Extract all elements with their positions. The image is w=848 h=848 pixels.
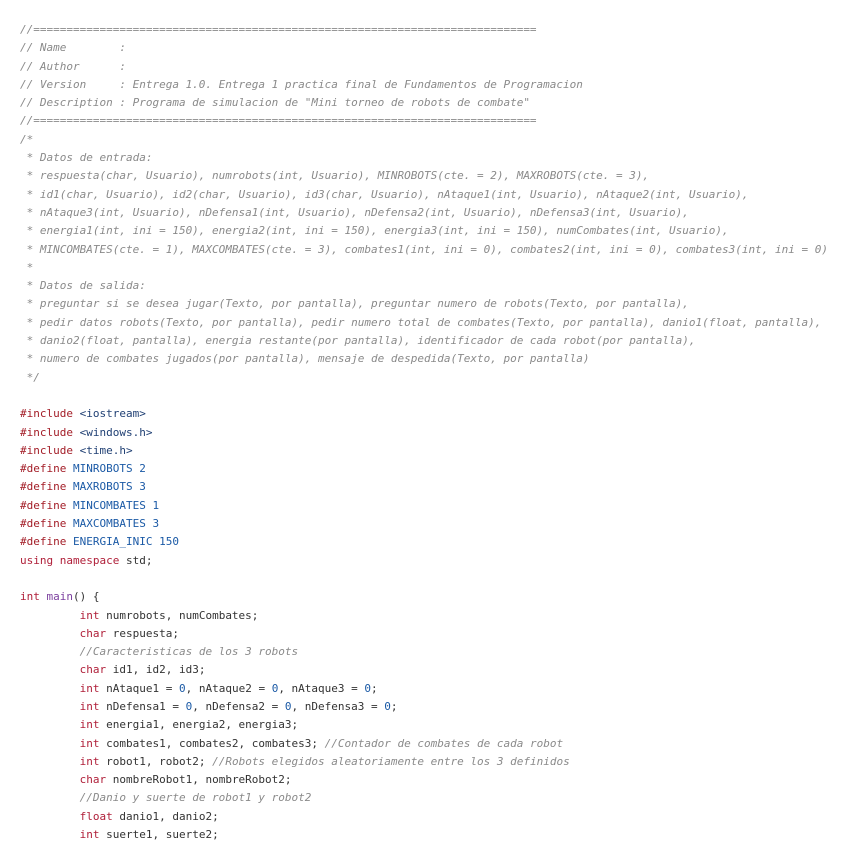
code-token-comment: * preguntar si se desea jugar(Texto, por pantalla), preguntar numero de robots(Texto, por pantalla), (20, 297, 689, 311)
code-line (20, 789, 848, 807)
code-token-number: 0 (284, 699, 292, 713)
code-token-plain: suerte1, suerte2; (99, 828, 219, 842)
code-token-comment: //Caracteristicas de los 3 robots (79, 645, 299, 659)
code-token-plain: combates1, combates2, combates3; (99, 736, 325, 750)
code-line (20, 21, 848, 39)
code-token-plain: energia1, energia2, energia3; (99, 718, 299, 732)
code-token-keyword: int (79, 718, 100, 732)
code-token-number: 0 (384, 699, 391, 713)
code-token-comment: //Contador de combates de cada robot (324, 736, 564, 750)
code-line (20, 405, 848, 423)
code-token-comment: * MINCOMBATES(cte. = 1), MAXCOMBATES(cte. = 3), combates1(int, ini = 0), combates2(int, ini = 0), combates3(int, ini = 0) (20, 242, 828, 256)
code-line (20, 570, 848, 588)
code-line (20, 332, 848, 350)
code-token-directive-arg: <time.h> (79, 443, 133, 457)
code-token-comment: // Version : Entrega 1.0. Entrega 1 practica final de Fundamentos de Programacion (20, 77, 583, 91)
code-token-keyword: int (20, 590, 40, 604)
code-token-plain: , nAtaque3 = (278, 681, 365, 695)
code-token-plain: danio1, danio2; (112, 809, 219, 823)
code-token-plain: ; (371, 681, 378, 695)
code-token-plain: id1, id2, id3; (106, 663, 206, 677)
code-token-plain (66, 517, 73, 530)
code-line (20, 661, 848, 679)
code-token-number: 0 (178, 681, 186, 695)
code-token-plain: numrobots, numCombates; (99, 608, 259, 622)
code-token-comment: // Description : Programa de simulacion de "Mini torneo de robots de combate" (20, 96, 530, 110)
code-token-number: 0 (185, 699, 193, 713)
code-token-plain: , nAtaque2 = (185, 681, 272, 695)
code-token-comment: //============================================================================ (20, 23, 537, 36)
code-token-plain (73, 444, 80, 457)
code-token-plain: std; (119, 553, 153, 567)
code-token-plain (20, 755, 80, 768)
code-token-macro: MINCOMBATES 1 (72, 498, 160, 512)
code-token-directive-arg: <windows.h> (79, 425, 153, 439)
code-token-plain (20, 791, 80, 804)
code-line (20, 369, 848, 387)
code-token-comment: //Danio y suerte de robot1 y robot2 (79, 791, 312, 805)
code-line (20, 497, 848, 515)
code-line (20, 186, 848, 204)
code-token-plain (73, 407, 80, 420)
code-token-macro: ENERGIA_INIC 150 (72, 535, 179, 549)
code-token-comment: * pedir datos robots(Texto, por pantalla), pedir numero total de combates(Texto, por pantalla), danio1(float, pantalla), (20, 315, 822, 329)
code-token-plain (20, 718, 80, 731)
code-token-plain: robot1, robot2; (99, 754, 213, 768)
code-line (20, 76, 848, 94)
code-token-comment: * Datos de salida: (20, 279, 146, 293)
code-line (20, 552, 848, 570)
code-line (20, 607, 848, 625)
code-token-comment: * (20, 260, 34, 274)
code-token-keyword: char (79, 663, 107, 677)
code-token-plain: , nDefensa2 = (192, 699, 285, 713)
code-token-plain (66, 535, 73, 548)
code-token-plain (66, 499, 73, 512)
code-token-keyword: using namespace (20, 553, 120, 567)
code-line (20, 442, 848, 460)
code-line (20, 588, 848, 606)
code-line (20, 753, 848, 771)
code-token-comment: // Author : (20, 59, 126, 73)
code-token-comment: * nAtaque3(int, Usuario), nDefensa1(int, Usuario), nDefensa2(int, Usuario), nDefensa3(int, Usuario), (20, 205, 689, 219)
code-line (20, 716, 848, 734)
code-token-number: 0 (271, 681, 279, 695)
code-token-plain (20, 682, 80, 695)
code-token-plain (66, 462, 73, 475)
code-token-keyword: int (79, 754, 100, 768)
code-line (20, 149, 848, 167)
code-line (20, 698, 848, 716)
code-token-directive: #define (20, 535, 67, 549)
code-line (20, 643, 848, 661)
code-editor[interactable] (20, 21, 848, 844)
code-token-plain: ; (390, 699, 398, 713)
code-token-keyword: int (79, 699, 100, 713)
code-token-comment: // Name : (20, 41, 126, 55)
code-token-directive-arg: <iostream> (79, 407, 146, 421)
code-line (20, 167, 848, 185)
code-line (20, 680, 848, 698)
code-token-plain (20, 737, 80, 750)
code-line (20, 387, 848, 405)
code-token-plain: nDefensa1 = (99, 699, 186, 713)
code-line (20, 241, 848, 259)
code-token-plain (40, 590, 47, 603)
code-line (20, 478, 848, 496)
code-token-plain (20, 663, 80, 676)
code-token-directive: #include (20, 443, 73, 457)
code-token-comment: * respuesta(char, Usuario), numrobots(int, Usuario), MINROBOTS(cte. = 2), MAXROBOTS(cte. = 3), (20, 169, 650, 183)
code-token-directive: #include (20, 407, 73, 421)
code-token-directive: #define (20, 498, 67, 512)
code-line (20, 131, 848, 149)
code-token-plain (73, 426, 80, 439)
code-token-comment: * id1(char, Usuario), id2(char, Usuario), id3(char, Usuario), nAtaque1(int, Usuario), nAtaque2(int, Usuario), (20, 187, 749, 201)
code-token-comment: //============================================================================ (20, 114, 537, 128)
code-line (20, 94, 848, 112)
code-token-keyword: int (79, 681, 100, 695)
code-line (20, 625, 848, 643)
code-line (20, 277, 848, 295)
code-token-plain (20, 627, 80, 640)
code-token-directive: #define (20, 517, 67, 531)
code-line (20, 460, 848, 478)
code-token-comment: * energia1(int, ini = 150), energia2(int, ini = 150), energia3(int, ini = 150), numCombates(int, Usuario), (20, 224, 729, 238)
code-line (20, 808, 848, 826)
code-token-plain (20, 645, 80, 658)
code-line (20, 735, 848, 753)
code-token-number: 0 (364, 681, 372, 695)
code-token-plain: nAtaque1 = (99, 681, 179, 695)
code-line (20, 533, 848, 551)
code-line (20, 39, 848, 57)
code-token-plain: , nDefensa3 = (291, 699, 385, 713)
code-token-comment: * danio2(float, pantalla), energia restante(por pantalla), identificador de cada robot(por pantalla), (20, 334, 696, 348)
code-token-comment: //Robots elegidos aleatoriamente entre los 3 definidos (212, 754, 570, 768)
code-token-comment: /* (20, 132, 34, 146)
code-token-keyword: int (79, 608, 100, 622)
code-line (20, 295, 848, 313)
code-line (20, 314, 848, 332)
code-line (20, 771, 848, 789)
code-token-plain (20, 700, 80, 713)
code-token-directive: #include (20, 425, 73, 439)
code-line (20, 424, 848, 442)
code-token-plain: () { (73, 590, 100, 604)
code-token-keyword: int (79, 736, 100, 750)
code-line (20, 350, 848, 368)
code-token-keyword: char (79, 773, 107, 787)
code-token-func: main (46, 590, 73, 604)
code-token-plain: nombreRobot1, nombreRobot2; (106, 773, 292, 787)
code-token-keyword: int (79, 828, 100, 842)
code-line (20, 259, 848, 277)
code-token-directive: #define (20, 480, 67, 494)
code-token-keyword: char (79, 626, 107, 640)
code-token-plain (20, 810, 80, 823)
code-token-comment: * Datos de entrada: (20, 151, 153, 165)
code-line (20, 826, 848, 844)
code-token-plain (20, 828, 80, 841)
code-token-plain (66, 480, 73, 493)
code-token-macro: MAXROBOTS 3 (72, 480, 146, 494)
code-token-plain: respuesta; (106, 626, 179, 640)
code-line (20, 58, 848, 76)
code-token-keyword: float (79, 809, 113, 823)
code-line (20, 204, 848, 222)
code-token-comment: * numero de combates jugados(por pantalla), mensaje de despedida(Texto, por pantalla) (20, 352, 590, 366)
code-token-plain (20, 773, 80, 786)
code-token-macro: MINROBOTS 2 (72, 462, 146, 476)
code-line (20, 222, 848, 240)
code-token-plain (20, 609, 80, 622)
code-line (20, 515, 848, 533)
code-token-directive: #define (20, 462, 67, 476)
code-token-comment: */ (20, 370, 40, 384)
code-token-macro: MAXCOMBATES 3 (72, 517, 160, 531)
code-line (20, 112, 848, 130)
